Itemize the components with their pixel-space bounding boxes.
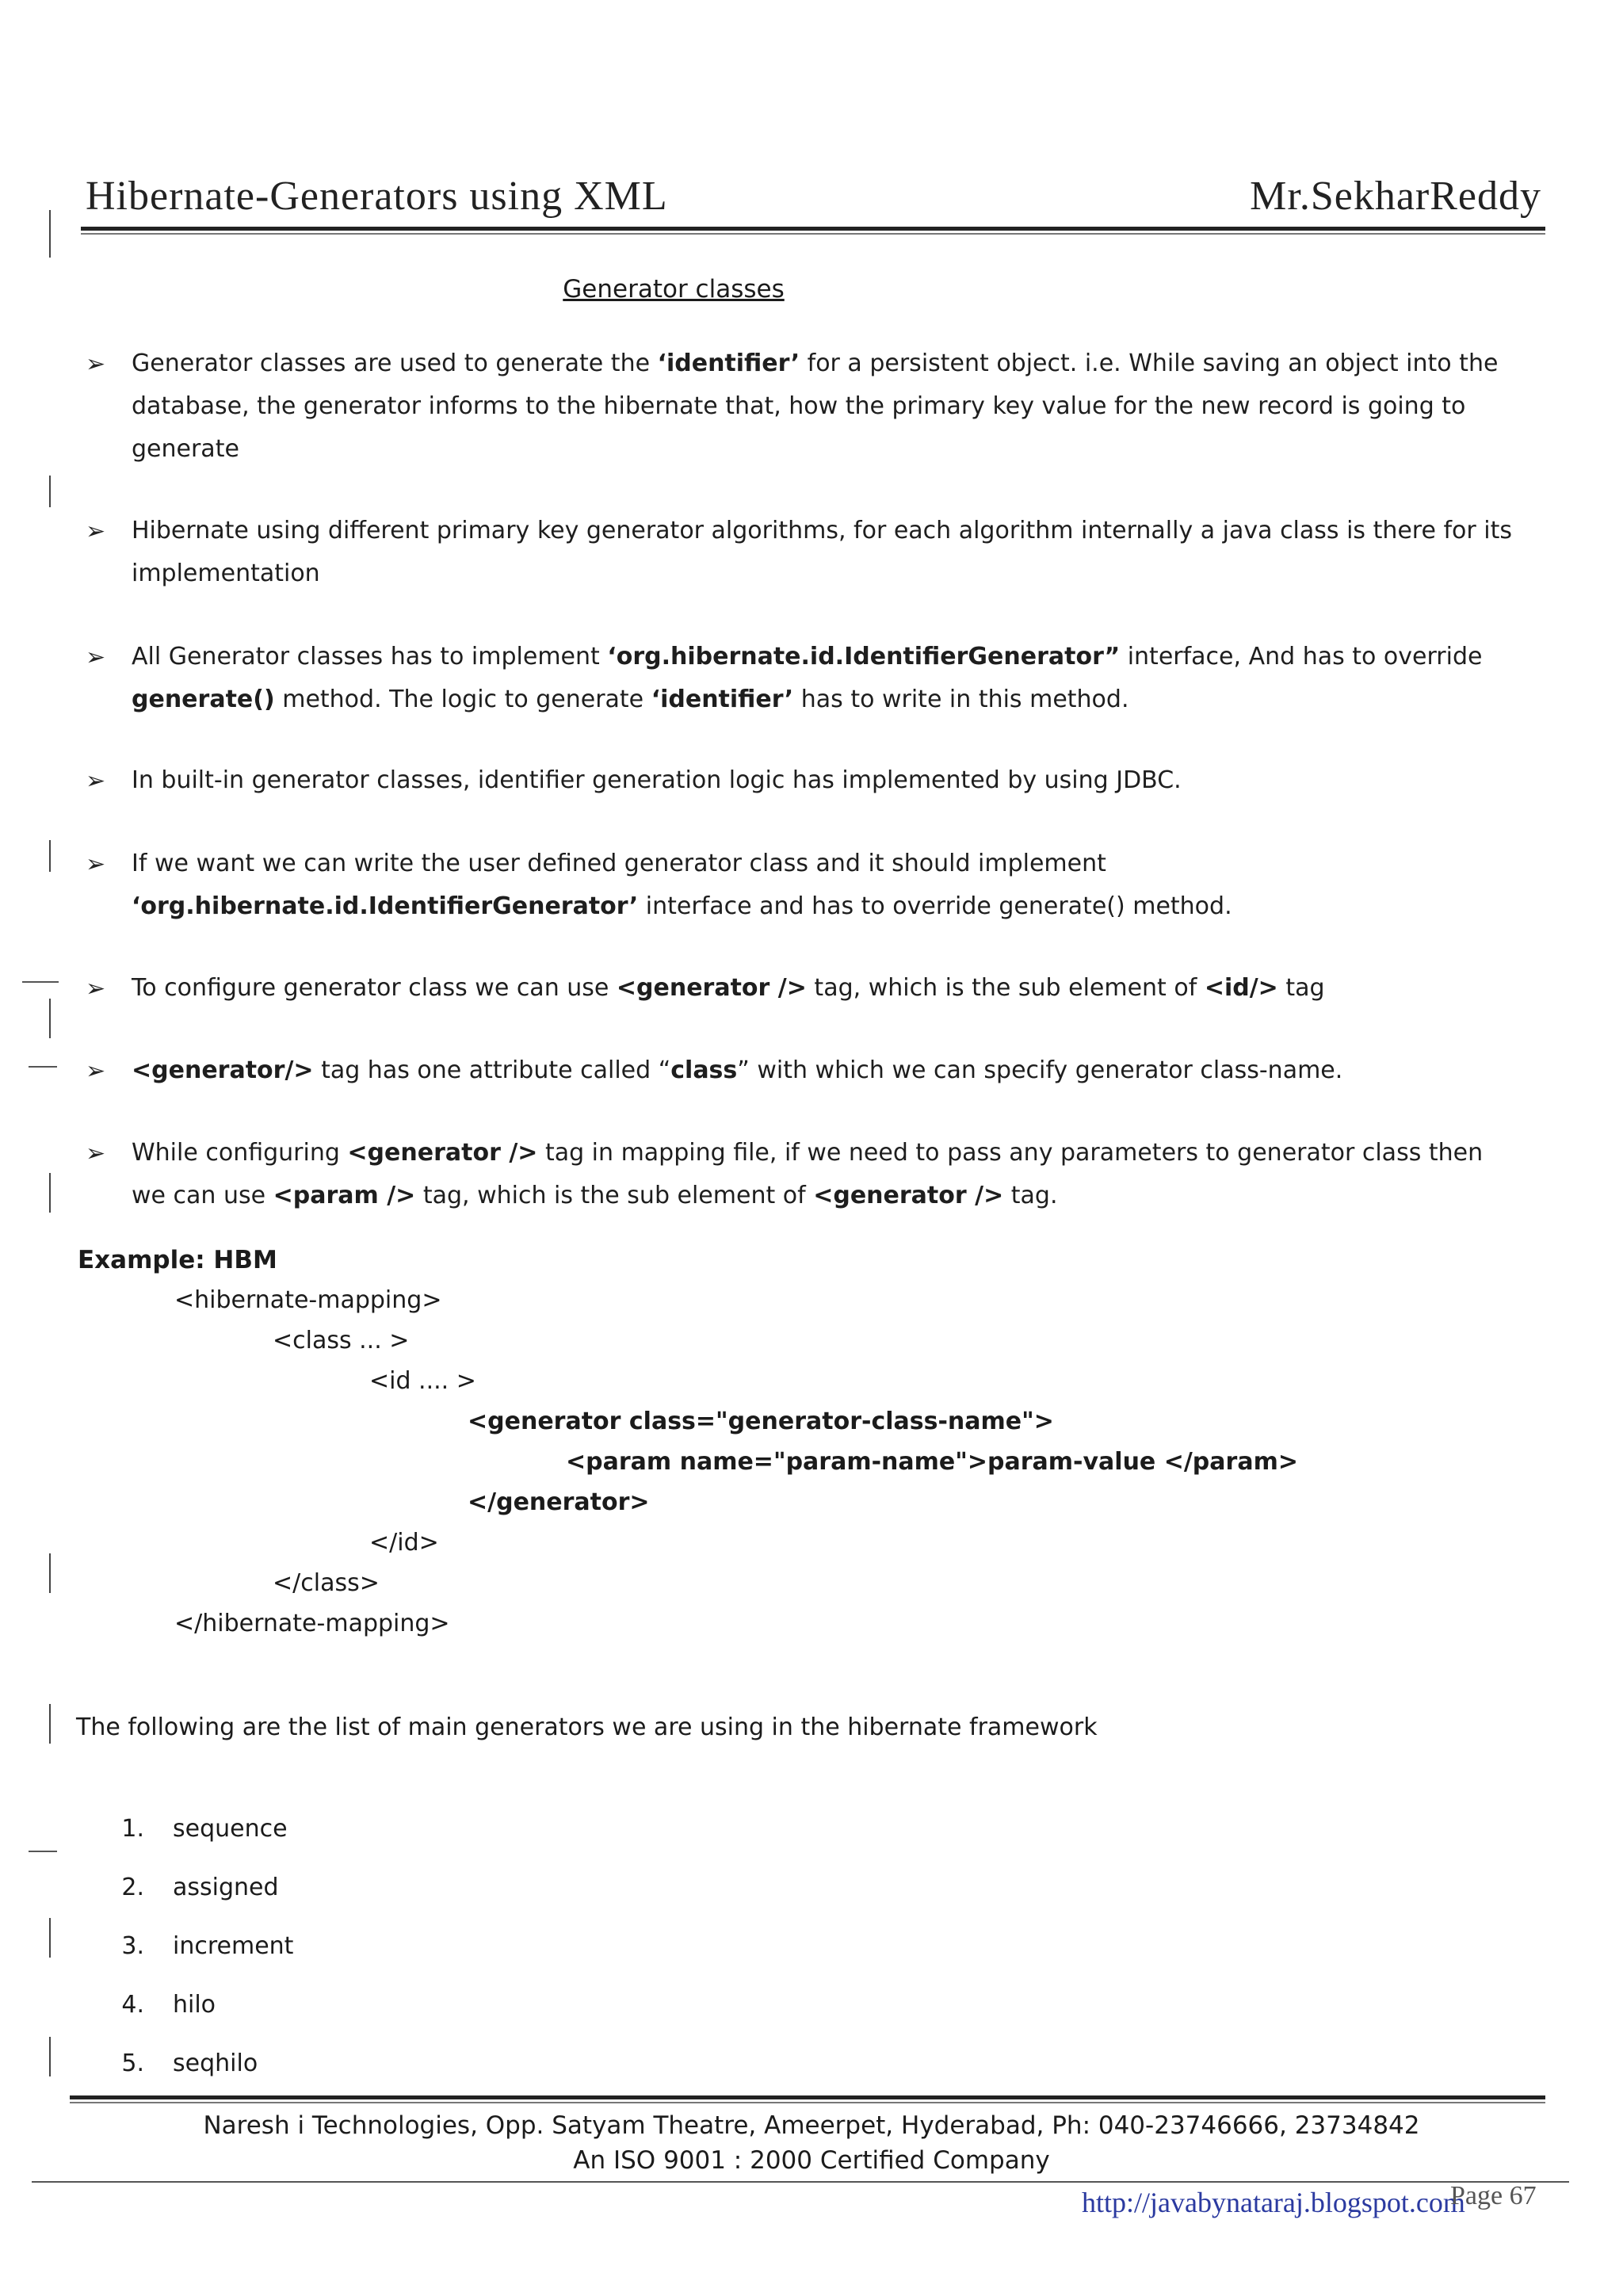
text-run: In built-in generator classes, identifier generation logic has implemented by using JDBC. [132, 766, 1182, 794]
blog-url-link[interactable]: http://javabynataraj.blogspot.com [1082, 2187, 1465, 2218]
text-run: To configure generator class we can use [132, 974, 617, 1002]
code-line: <generator class="generator-class-name"> [468, 1408, 1054, 1435]
text-run: ” with which we can specify generator class-name. [737, 1056, 1343, 1084]
text-run: tag, which is the sub element of [806, 974, 1205, 1002]
bold-term: <generator /> [347, 1139, 538, 1167]
list-item: hilo [173, 1991, 216, 2019]
code-line: </hibernate-mapping> [174, 1610, 450, 1637]
generators-intro: The following are the list of main generators we are using in the hibernate framework [76, 1713, 1098, 1741]
text-run: for a persistent object. i.e. While saving an object into the database, the generator informs to the hibernate that, how the primary key value for the new record is going to generate [132, 350, 1499, 463]
bullet-arrow-icon: ➢ [86, 1057, 106, 1085]
scan-margin-tick [29, 1851, 57, 1852]
bullet-text [132, 636, 1518, 721]
scan-margin-mark [49, 840, 51, 872]
text-run: method. The logic to generate [274, 686, 651, 713]
bullet-arrow-icon: ➢ [86, 518, 106, 545]
text-run: Generator classes are used to generate the [132, 350, 658, 377]
bullet-text [132, 510, 1518, 595]
list-item-number: 2. [121, 1874, 144, 1901]
code-line: <id .... > [369, 1367, 476, 1395]
text-run: Hibernate using different primary key generator algorithms, for each algorithm internally a java class is there for its implementation [132, 517, 1512, 587]
bullet-arrow-icon: ➢ [86, 644, 106, 671]
list-item-number: 4. [121, 1991, 144, 2019]
list-item: assigned [173, 1874, 279, 1901]
text-run: While configuring [132, 1139, 348, 1167]
section-title: Generator classes [563, 275, 785, 304]
code-line: <class ... > [273, 1327, 410, 1354]
footer-rule [70, 2095, 1545, 2099]
text-run: tag [1277, 974, 1325, 1002]
list-item-number: 1. [121, 1815, 144, 1843]
bold-term: ‘org.hibernate.id.IdentifierGenerator” [607, 643, 1121, 670]
page-number: Page 67 [1450, 2181, 1537, 2210]
bullet-text [132, 1132, 1518, 1217]
footer-bottom-rule [32, 2181, 1569, 2183]
bold-term: <id/> [1204, 974, 1278, 1002]
document-author: Mr.SekharReddy [1250, 174, 1541, 219]
text-run: interface and has to override generate() method. [638, 892, 1232, 920]
list-item-number: 3. [121, 1932, 144, 1960]
list-item: sequence [173, 1815, 288, 1843]
scan-margin-tick [22, 981, 59, 983]
text-run: All Generator classes has to implement [132, 643, 608, 670]
bold-term: ‘identifier’ [651, 686, 794, 713]
scan-margin-tick [29, 1066, 57, 1068]
list-item: seqhilo [173, 2050, 258, 2077]
text-run: has to write in this method. [793, 686, 1129, 713]
list-item: increment [173, 1932, 294, 1960]
bullet-arrow-icon: ➢ [86, 1140, 106, 1167]
scan-margin-mark [49, 1918, 51, 1958]
bullet-arrow-icon: ➢ [86, 975, 106, 1003]
scan-margin-mark [49, 2037, 51, 2076]
bullet-arrow-icon: ➢ [86, 850, 106, 878]
code-line: </generator> [468, 1488, 650, 1516]
scan-margin-mark [49, 999, 51, 1038]
text-run: If we want we can write the user defined generator class and it should implement [132, 850, 1106, 877]
code-line: </id> [369, 1529, 439, 1557]
bold-term: generate() [132, 686, 275, 713]
bullet-text [132, 1049, 1518, 1092]
bullet-text [132, 842, 1518, 928]
document-title: Hibernate-Generators using XML [86, 174, 668, 219]
bold-term: <generator/> [132, 1056, 314, 1084]
bold-term: class [670, 1056, 738, 1084]
text-run: interface, And has to override [1120, 643, 1483, 670]
text-run: tag has one attribute called “ [313, 1056, 671, 1084]
bold-term: ‘org.hibernate.id.IdentifierGenerator’ [132, 892, 639, 920]
example-label: Example: HBM [78, 1246, 277, 1274]
bullet-text [132, 967, 1518, 1010]
scan-margin-mark [49, 476, 51, 507]
footer-address: Naresh i Technologies, Opp. Satyam Theatre, Ameerpet, Hyderabad, Ph: 040-23746666, 23734842 [203, 2111, 1420, 2140]
bullet-text [132, 759, 1518, 802]
list-item-number: 5. [121, 2050, 144, 2077]
bullet-text [132, 342, 1518, 471]
bold-term: <generator /> [813, 1182, 1004, 1209]
scan-margin-mark [49, 1553, 51, 1593]
bullet-arrow-icon: ➢ [86, 350, 106, 378]
scan-margin-mark [49, 210, 51, 258]
scan-margin-mark [49, 1704, 51, 1744]
bold-term: <param /> [273, 1182, 416, 1209]
code-line: <hibernate-mapping> [174, 1286, 442, 1314]
footer-certification: An ISO 9001 : 2000 Certified Company [573, 2146, 1050, 2175]
header-rule-thin [81, 233, 1545, 235]
bold-term: ‘identifier’ [657, 350, 800, 377]
footer-rule-thin [70, 2102, 1545, 2103]
code-line: </class> [273, 1569, 380, 1597]
text-run: tag, which is the sub element of [415, 1182, 814, 1209]
code-line: <param name="param-name">param-value </param> [566, 1448, 1298, 1476]
text-run: tag in mapping file, if we need to pass any parameters to generator class then we can use [132, 1139, 1484, 1209]
bullet-arrow-icon: ➢ [86, 767, 106, 795]
scan-margin-mark [49, 1173, 51, 1213]
header-rule [81, 227, 1545, 231]
text-run: tag. [1003, 1182, 1058, 1209]
bold-term: <generator /> [616, 974, 807, 1002]
